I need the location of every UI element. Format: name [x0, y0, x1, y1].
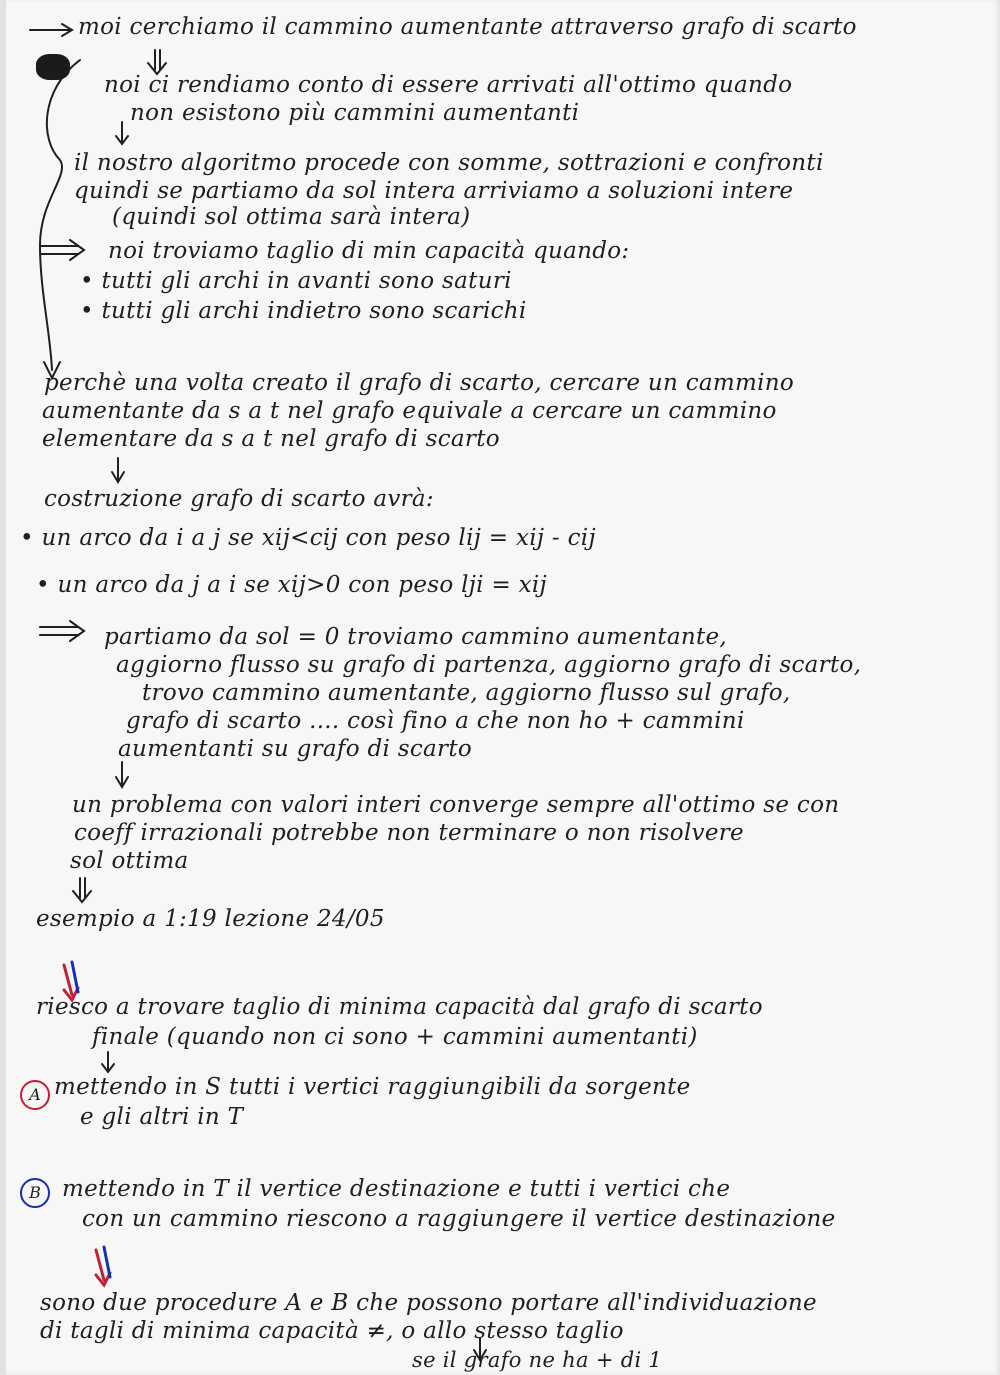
note-line-18: trovo cammino aumentante, aggiorno flusso sul grafo, — [142, 680, 791, 706]
note-line-7: noi troviamo taglio di min capacità quando: — [108, 238, 630, 264]
ink-blot — [36, 54, 70, 80]
note-line-19: grafo di scarto .... così fino a che non ho + cammini — [126, 708, 745, 734]
marker-b-blue: B — [20, 1178, 50, 1208]
note-line-21: un problema con valori interi converge sempre all'ottimo se con — [72, 792, 840, 818]
note-line-33: se il grafo ne ha + di 1 — [412, 1348, 663, 1372]
note-line-10: perchè una volta creato il grafo di scarto, cercare un cammino — [44, 370, 795, 396]
note-line-20: aumentanti su grafo di scarto — [118, 736, 473, 762]
note-line-13: costruzione grafo di scarto avrà: — [44, 486, 434, 512]
note-line-16: partiamo da sol = 0 troviamo cammino aumentante, — [104, 624, 728, 650]
note-line-8: • tutti gli archi in avanti sono saturi — [80, 268, 512, 294]
note-line-9: • tutti gli archi indietro sono scarichi — [80, 298, 527, 324]
note-line-12: elementare da s a t nel grafo di scarto — [42, 426, 500, 452]
note-line-25: riesco a trovare taglio di minima capacità dal grafo di scarto — [36, 994, 763, 1020]
note-line-15: • un arco da j a i se xij>0 con peso lji = xij — [36, 572, 547, 598]
note-line-3: non esistono più cammini aumentanti — [130, 100, 580, 126]
note-line-29: mettendo in T il vertice destinazione e tutti i vertici che — [62, 1176, 731, 1202]
note-line-26: finale (quando non ci sono + cammini aumentanti) — [92, 1024, 698, 1050]
marker-a-red: A — [20, 1080, 50, 1110]
note-line-17: aggiorno flusso su grafo di partenza, aggiorno grafo di scarto, — [116, 652, 862, 678]
note-line-24: esempio a 1:19 lezione 24/05 — [36, 906, 385, 932]
note-line-22: coeff irrazionali potrebbe non terminare o non risolvere — [74, 820, 744, 846]
note-line-32: di tagli di minima capacità ≠, o allo stesso taglio — [40, 1318, 624, 1344]
note-line-5: quindi se partiamo da sol intera arriviamo a soluzioni intere — [74, 178, 794, 204]
note-line-6: (quindi sol ottima sarà intera) — [112, 204, 471, 230]
note-line-27: mettendo in S tutti i vertici raggiungibili da sorgente — [54, 1074, 691, 1100]
note-line-14: • un arco da i a j se xij<cij con peso lij = xij - cij — [20, 525, 596, 551]
note-line-11: aumentante da s a t nel grafo equivale a cercare un cammino — [42, 398, 777, 424]
note-line-30: con un cammino riescono a raggiungere il vertice destinazione — [82, 1206, 836, 1232]
note-line-28: e gli altri in T — [80, 1104, 244, 1130]
note-line-4: il nostro algoritmo procede con somme, sottrazioni e confronti — [74, 150, 824, 176]
note-line-31: sono due procedure A e B che possono portare all'individuazione — [40, 1290, 817, 1316]
note-line-1: moi cerchiamo il cammino aumentante attraverso grafo di scarto — [78, 14, 857, 40]
note-line-23: sol ottima — [70, 848, 189, 874]
note-line-2: noi ci rendiamo conto di essere arrivati all'ottimo quando — [104, 72, 793, 98]
